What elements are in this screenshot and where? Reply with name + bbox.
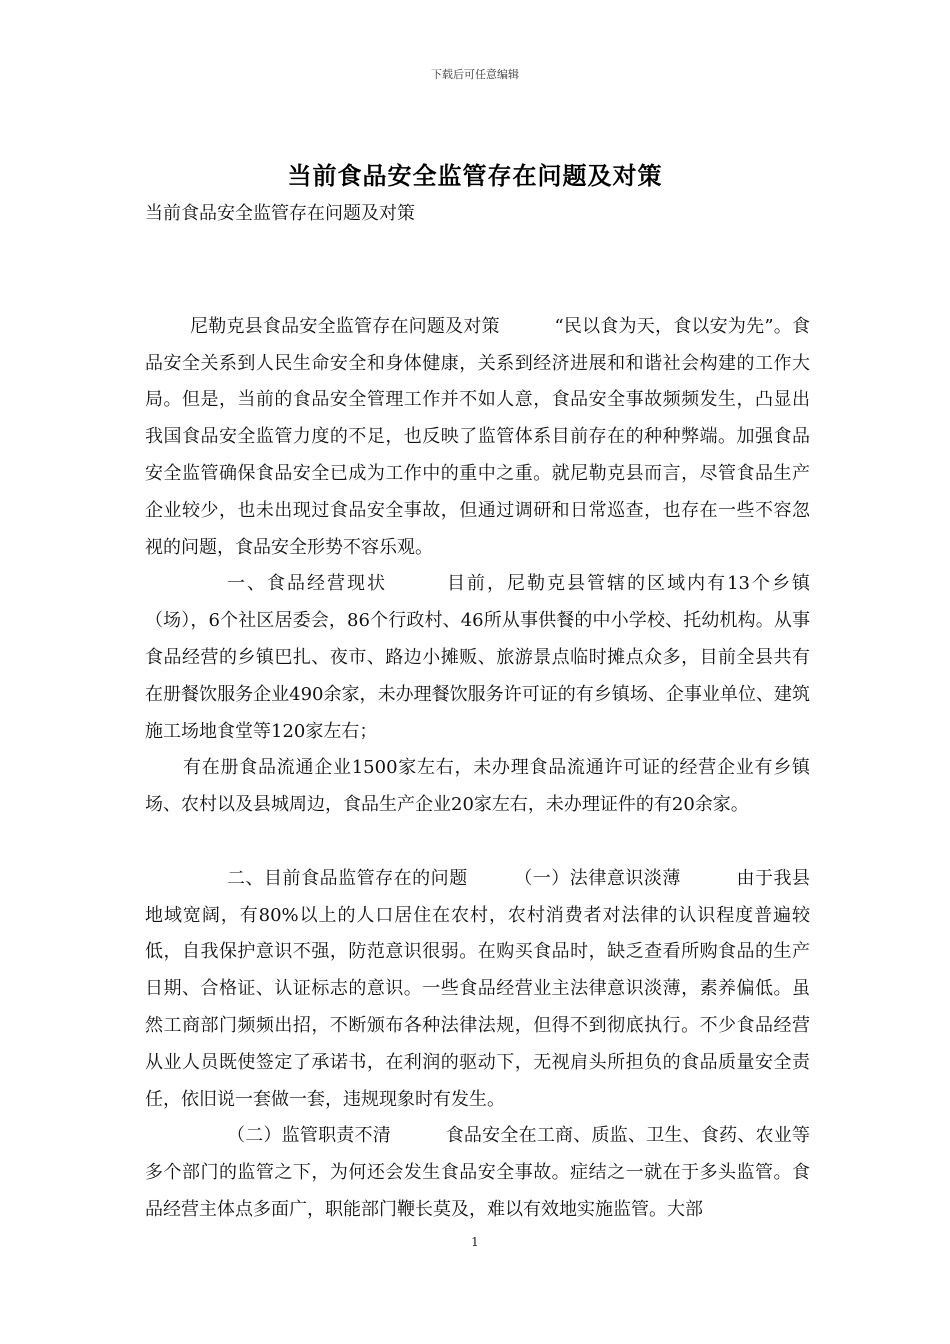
spacer xyxy=(145,272,810,309)
document-subtitle: 当前食品安全监管存在问题及对策 xyxy=(145,203,415,224)
paragraph-section-1-continued: 有在册食品流通企业1500家左右，未办理食品流通许可证的经营企业有乡镇场、农村以及县城周边，食品生产企业20家左右，未办理证件的有20余家。 xyxy=(145,757,810,816)
paragraph-intro: 尼勒克县食品安全监管存在问题及对策 “民以食为天，食以安为先”。食品安全关系到人民生命安全和身体健康，关系到经济进展和和谐社会构建的工作大局。但是，当前的食品安全管理工作并不如人意，食品安全事故频频发生，凸显出我国食品安全监管力度的不足，也反映了监管体系目前存在的种种弊端。加强食品安全监管确保食品安全已成为工作中的重中之重。就尼勒克县而言，尽管食品生产企业较少，也未出现过食品安全事故，但通过调研和日常巡查，也存在一些不容忽视的问题，食品安全形势不容乐观。 xyxy=(145,315,810,558)
paragraph-section-2-2: （二）监管职责不清 食品安全在工商、质监、卫生、食药、农业等多个部门的监管之下，为何还会发生食品安全事故。症结之一就在于多头监管。食品经营主体点多面广，职能部门鞭长莫及，难以有效地实施监管。大部 xyxy=(145,1125,810,1220)
spacer xyxy=(145,824,810,861)
document-title: 当前食品安全监管存在问题及对策 xyxy=(287,162,663,190)
page-number: 1 xyxy=(471,1235,479,1249)
document-body xyxy=(145,272,810,1229)
paragraph-section-1: 一、食品经营现状 目前，尼勒克县管辖的区域内有13个乡镇（场），6个社区居委会，86个行政村、46所从事供餐的中小学校、托幼机构。从事食品经营的乡镇巴扎、夜市、路边小摊贩、旅游景点临时摊点众多，目前全县共有在册餐饮服务企业490余家，未办理餐饮服务许可证的有乡镇场、企事业单位、建筑施工场地食堂等120家左右； xyxy=(145,573,810,742)
paragraph-section-2: 二、目前食品监管存在的问题 （一）法律意识淡薄 由于我县地域宽阔，有80%以上的人口居住在农村，农村消费者对法律的认识程度普遍较低，自我保护意识不强，防范意识很弱。在购买食品时，缺乏查看所购食品的生产日期、合格证、认证标志的意识。一些食品经营业主法律意识淡薄，素养偏低。虽然工商部门频频出招，不断颁布各种法律法规，但得不到彻底执行。不少食品经营从业人员既使签定了承诺书，在利润的驱动下，无视肩头所担负的食品质量安全责任，依旧说一套做一套，违规现象时有发生。 xyxy=(145,867,810,1110)
header-note: 下载后可任意编辑 xyxy=(431,68,519,81)
